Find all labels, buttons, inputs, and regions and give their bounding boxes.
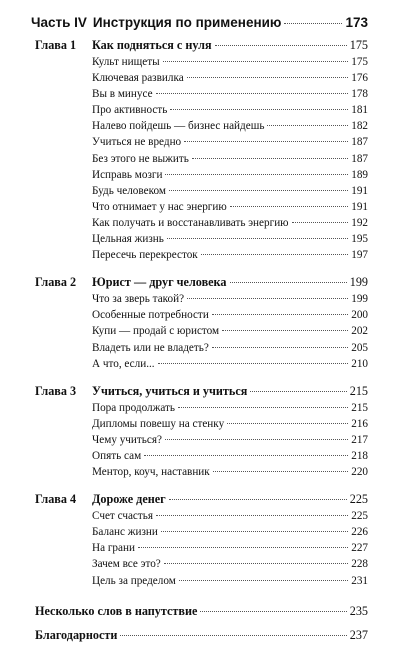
dot-leader <box>163 61 349 62</box>
dot-leader <box>167 238 348 239</box>
dot-leader <box>187 77 349 78</box>
entry-title: Опять сам <box>92 449 142 462</box>
page-number: 181 <box>351 104 368 117</box>
entry-title: Как получать и восстанавливать энергию <box>92 216 289 229</box>
toc-entry[interactable] <box>92 134 368 150</box>
page-number: 199 <box>351 293 368 306</box>
dot-leader <box>158 363 349 364</box>
toc-entry[interactable] <box>92 86 368 102</box>
page-number: 202 <box>351 325 368 338</box>
dot-leader <box>230 206 348 207</box>
page-number: 220 <box>351 466 368 479</box>
back-matter-entry[interactable] <box>35 625 368 645</box>
page-number: 176 <box>351 72 368 85</box>
dot-leader <box>164 563 348 564</box>
entry-title: Зачем все это? <box>92 558 161 571</box>
part-heading[interactable] <box>31 12 368 34</box>
toc-entry[interactable] <box>92 540 368 556</box>
page-number: 227 <box>351 542 368 555</box>
page-number: 226 <box>351 526 368 539</box>
chapter-title: Юрист — друг человека <box>92 275 227 290</box>
toc-entry[interactable] <box>92 215 368 231</box>
chapter-title: Дороже денег <box>92 492 166 507</box>
page-number: 210 <box>351 357 368 370</box>
toc-entry[interactable] <box>92 199 368 215</box>
dot-leader <box>222 330 348 331</box>
dot-leader <box>284 23 342 24</box>
entry-title: На грани <box>92 542 135 555</box>
dot-leader <box>212 347 348 348</box>
entry-title: Особенные потребности <box>92 309 209 322</box>
dot-leader <box>178 407 348 408</box>
chapter-heading[interactable] <box>35 273 368 291</box>
page-number: 173 <box>345 15 368 30</box>
entry-title: Про активность <box>92 104 168 117</box>
toc-entry[interactable] <box>92 356 368 372</box>
spacer <box>31 372 368 382</box>
page-number: 175 <box>349 38 368 52</box>
page-number: 195 <box>351 233 368 246</box>
page-number: 215 <box>351 401 368 414</box>
toc-entry[interactable] <box>92 247 368 263</box>
dot-leader <box>292 222 349 223</box>
dot-leader <box>184 141 348 142</box>
page-number: 231 <box>351 574 368 587</box>
dot-leader <box>213 471 348 472</box>
page-number: 235 <box>349 603 368 618</box>
entry-title: Счет счастья <box>92 510 154 523</box>
page-number: 205 <box>351 341 368 354</box>
dot-leader <box>170 109 348 110</box>
toc-entry[interactable] <box>92 524 368 540</box>
entry-title: А что, если... <box>92 357 155 370</box>
spacer <box>31 263 368 273</box>
chapter-heading[interactable] <box>35 490 368 508</box>
dot-leader <box>156 515 348 516</box>
entry-title: Налево пойдешь — бизнес найдешь <box>92 120 265 133</box>
dot-leader <box>156 93 349 94</box>
toc-entry[interactable] <box>92 70 368 86</box>
entry-title: Купи — продай с юристом <box>92 325 220 338</box>
toc-entry[interactable] <box>92 183 368 199</box>
entry-title: Что за зверь такой? <box>92 293 185 306</box>
entry-title: Учиться не вредно <box>92 136 182 149</box>
dot-leader <box>230 282 347 283</box>
dot-leader <box>227 423 348 424</box>
entry-title: Цель за пределом <box>92 574 176 587</box>
entry-title: Чему учиться? <box>92 433 162 446</box>
toc-entry[interactable] <box>92 291 368 307</box>
dot-leader <box>165 439 348 440</box>
dot-leader <box>187 298 348 299</box>
dot-leader <box>144 455 348 456</box>
page-number: 199 <box>349 275 368 290</box>
dot-leader <box>267 125 348 126</box>
page-number: 182 <box>351 120 368 133</box>
entry-title: Несколько слов в напутствие <box>35 603 198 618</box>
toc-entry[interactable] <box>92 118 368 134</box>
entry-title: Благодарности <box>35 627 118 642</box>
entry-title: Цельная жизнь <box>92 233 164 246</box>
toc-entry[interactable] <box>92 432 368 448</box>
dot-leader <box>192 158 348 159</box>
chapter-number: Глава 2 <box>35 275 77 290</box>
toc-entry[interactable] <box>92 102 368 118</box>
toc-entry[interactable] <box>92 323 368 339</box>
entry-title: Пора продолжать <box>92 401 175 414</box>
dot-leader <box>215 45 347 46</box>
page-number: 216 <box>351 417 368 430</box>
dot-leader <box>120 635 346 636</box>
page-number: 187 <box>351 136 368 149</box>
page-number: 225 <box>351 510 368 523</box>
entry-title: Владеть или не владеть? <box>92 341 209 354</box>
page-number: 215 <box>349 383 368 398</box>
entry-title: Баланс жизни <box>92 526 158 539</box>
chapter-number: Глава 3 <box>35 383 77 398</box>
toc-entry[interactable] <box>92 400 368 416</box>
page-number: 197 <box>351 249 368 262</box>
chapter-heading[interactable] <box>35 382 368 400</box>
toc-entry[interactable] <box>92 573 368 589</box>
entry-title: Культ нищеты <box>92 56 160 68</box>
dot-leader <box>201 254 348 255</box>
toc-entry[interactable] <box>92 307 368 323</box>
entry-title: Ментор, коуч, наставник <box>92 466 210 479</box>
dot-leader <box>200 611 346 612</box>
chapter-number: Глава 4 <box>35 492 77 507</box>
chapter-title: Как подняться с нуля <box>92 38 212 52</box>
page-number: 228 <box>351 558 368 571</box>
page-number: 225 <box>349 492 368 507</box>
page-number: 175 <box>351 56 368 68</box>
entry-title: Без этого не выжить <box>92 152 189 165</box>
dot-leader <box>165 174 348 175</box>
spacer <box>31 589 368 601</box>
dot-leader <box>138 547 348 548</box>
back-matter-entry[interactable] <box>35 601 368 621</box>
dot-leader <box>212 314 348 315</box>
toc-entry[interactable] <box>92 54 368 70</box>
page-number: 200 <box>351 309 368 322</box>
page-number: 191 <box>351 184 368 197</box>
toc-entry[interactable] <box>92 464 368 480</box>
page-number: 192 <box>351 216 368 229</box>
page-number: 218 <box>351 449 368 462</box>
entry-title: Вы в минусе <box>92 88 153 101</box>
page-number: 237 <box>349 627 368 642</box>
dot-leader <box>179 580 348 581</box>
toc-entry[interactable] <box>92 448 368 464</box>
page-number: 178 <box>351 88 368 101</box>
entry-title: Пересечь перекресток <box>92 249 198 262</box>
chapter-number: Глава 1 <box>35 38 77 52</box>
chapter-title: Учиться, учиться и учиться <box>92 383 248 398</box>
toc-entry[interactable] <box>92 340 368 356</box>
toc-entry[interactable] <box>92 508 368 524</box>
part-title: Инструкция по применению <box>92 15 282 30</box>
dot-leader <box>161 531 348 532</box>
entry-title: Ключевая развилка <box>92 72 184 85</box>
entry-title: Исправь мозги <box>92 168 163 181</box>
page-number: 189 <box>351 168 368 181</box>
toc-entry[interactable] <box>92 151 368 167</box>
toc-entry[interactable] <box>92 416 368 432</box>
toc-entry[interactable] <box>92 231 368 247</box>
page-number: 191 <box>351 200 368 213</box>
entry-title: Дипломы повешу на стенку <box>92 417 225 430</box>
dot-leader <box>250 391 346 392</box>
entry-title: Что отнимает у нас энергию <box>92 200 227 213</box>
dot-leader <box>169 499 347 500</box>
entry-title: Будь человеком <box>92 184 166 197</box>
part-number: Часть IV <box>31 15 87 30</box>
toc-entry[interactable] <box>92 556 368 572</box>
toc-entry[interactable] <box>92 167 368 183</box>
spacer <box>31 480 368 490</box>
page-number: 217 <box>351 433 368 446</box>
page-number: 187 <box>351 152 368 165</box>
chapter-heading[interactable] <box>35 36 368 54</box>
dot-leader <box>169 190 348 191</box>
